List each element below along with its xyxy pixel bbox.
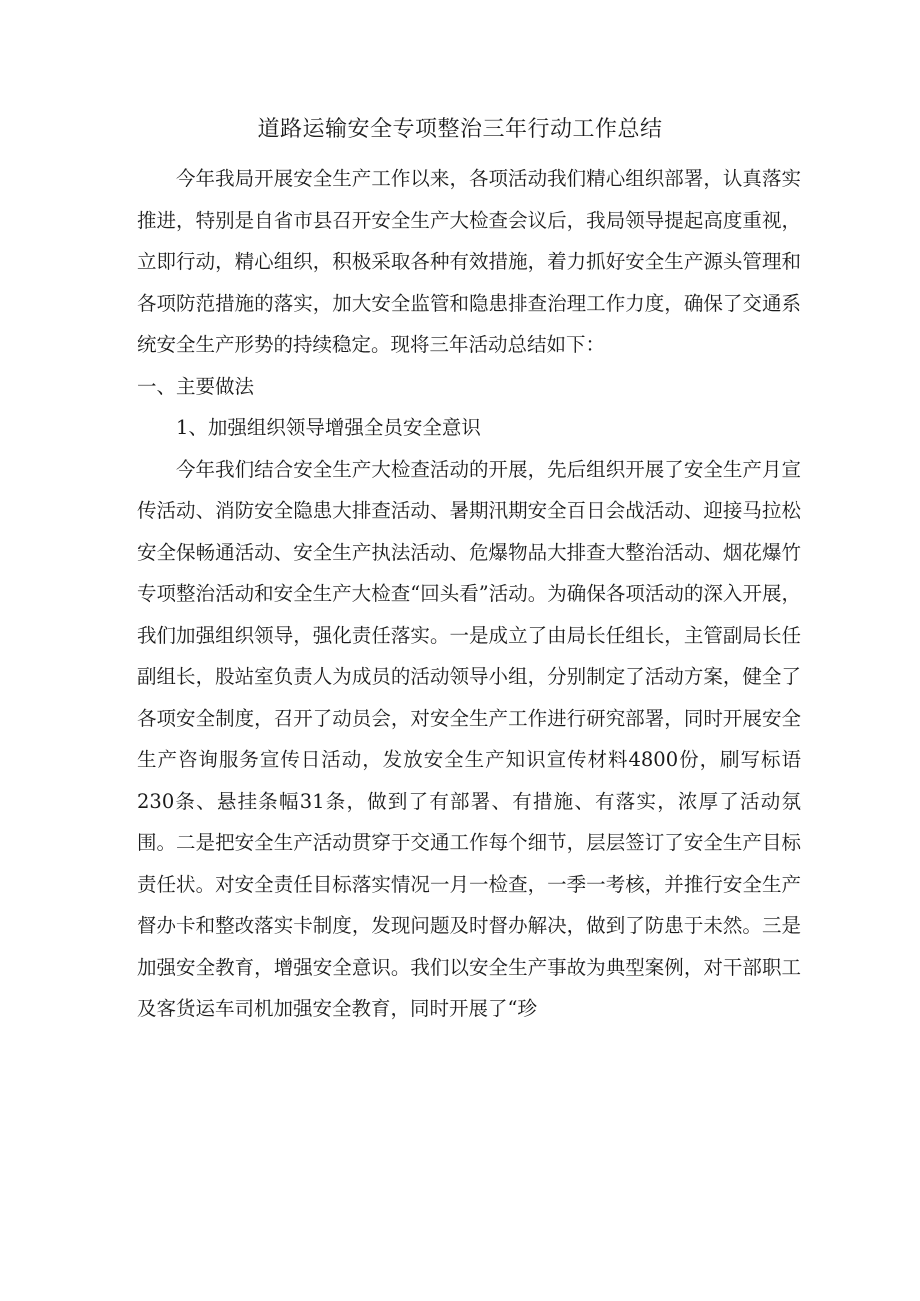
subsection-heading-organization: 1、加强组织领导增强全员安全意识 [176,416,481,439]
document-title: 道路运输安全专项整治三年行动工作总结 [257,117,663,142]
intro-paragraph: 今年我局开展安全生产工作以来，各项活动我们精心组织部署，认真落实推进，特别是自省市县召开安全生产大检查会议后，我局领导提起高度重视，立即行动，精心组织，积极采取各种有效措施，着力抓好安全生产源头管理和各项防范措施的落实，加大安全监管和隐患排查治理工作力度，确保了交通系统安全生产形势的持续稳定。现将三年活动总结如下： [137,167,801,356]
document-body [137,158,801,1030]
section-heading-main-practices: 一、主要做法 [137,374,255,398]
subsection-body-paragraph: 今年我们结合安全生产大检查活动的开展，先后组织开展了安全生产月宣传活动、消防安全隐患大排查活动、暑期汛期安全百日会战活动、迎接马拉松安全保畅通活动、安全生产执法活动、危爆物品大排查大整治活动、烟花爆竹专项整治活动和安全生产大检查“回头看”活动。为确保各项活动的深入开展，我们加强组织领导，强化责任落实。一是成立了由局长任组长，主管副局长任副组长，股站室负责人为成员的活动领导小组，分别制定了活动方案，健全了各项安全制度，召开了动员会，对安全生产工作进行研究部署，同时开展安全生产咨询服务宣传日活动，发放安全生产知识宣传材料4800份，刷写标语230条、悬挂条幅31条，做到了有部署、有措施、有落实，浓厚了活动氛围。二是把安全生产活动贯穿于交通工作每个细节，层层签订了安全生产目标责任状。对安全责任目标落实情况一月一检查，一季一考核，并推行安全生产督办卡和整改落实卡制度，发现问题及时督办解决，做到了防患于未然。三是加强安全教育，增强安全意识。我们以安全生产事故为典型案例，对干部职工及客货运车司机加强安全教育，同时开展了“珍 [137,457,801,1020]
